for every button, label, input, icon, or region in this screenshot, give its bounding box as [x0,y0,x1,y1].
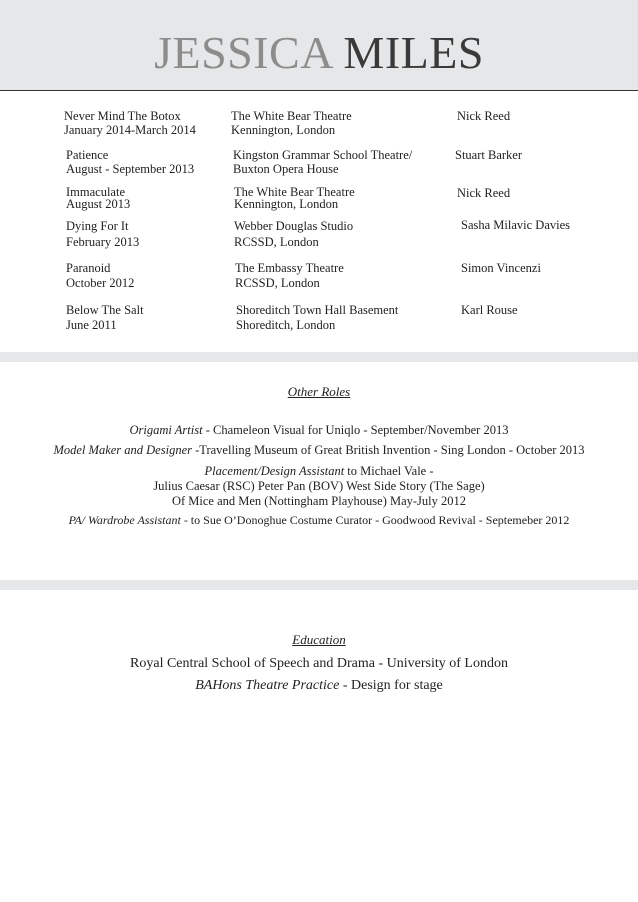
credit-director: Nick Reed [457,186,511,200]
role-line [0,443,638,458]
credit-venue: The White Bear Theatre [234,185,355,199]
page-title [0,27,638,78]
education-institution: Royal Central School of Speech and Drama - University of London [130,656,508,671]
role-detail: - Chameleon Visual for Uniqlo - September/November 2013 [202,423,509,437]
credit-title: Never Mind The Botox [64,109,181,123]
credit-director: Nick Reed [457,109,511,123]
credit-director: Karl Rouse [461,303,518,317]
credit-venue-cell [236,303,398,333]
education-degree-detail: - Design for stage [339,678,443,693]
credit-venue: The Embassy Theatre [235,261,344,275]
credit-title-cell [64,109,196,137]
credit-title: Below The Salt [66,303,144,317]
role-title: PA/ Wardrobe Assistant [68,513,181,527]
credit-location: RCSSD, London [234,235,319,249]
credit-title-cell [66,148,194,176]
education-degree: BAHons Theatre Practice [195,678,340,693]
credit-director: Simon Vincenzi [461,261,541,275]
credit-title: Immaculate [66,185,125,199]
credit-date: January 2014-March 2014 [64,123,196,137]
credit-venue: Kingston Grammar School Theatre/ [233,148,413,162]
credit-date: August 2013 [66,197,131,211]
credit-venue: The White Bear Theatre [231,109,352,123]
credit-title: Patience [66,148,109,162]
credit-title-cell [66,261,134,291]
credit-location: RCSSD, London [235,276,320,290]
role-line [0,494,638,509]
credit-title-cell [66,218,139,250]
credit-date: August - September 2013 [66,162,195,176]
credit-location: Kennington, London [234,197,339,211]
role-line [0,464,638,479]
credit-title-cell [66,186,130,210]
section-divider [0,580,638,590]
credit-director: Stuart Barker [455,148,522,162]
last-name: MILES [343,27,484,78]
credit-location: Shoreditch, London [236,318,336,332]
role-line [0,423,638,438]
credit-title: Dying For It [66,219,129,233]
credit-venue-cell [231,109,352,137]
role-line [0,513,638,528]
section-divider [0,352,638,362]
credit-date: October 2012 [66,276,135,290]
credit-venue-cell [233,148,412,176]
education-heading: Education [292,632,346,647]
role-title: Placement/Design Assistant [204,464,345,478]
credit-venue: Webber Douglas Studio [234,219,354,233]
role-detail: - to Sue O’Donoghue Costume Curator - Goodwood Revival - Septemeber 2012 [180,513,570,527]
credit-venue: Shoreditch Town Hall Basement [236,303,399,317]
credit-title: Paranoid [66,261,111,275]
role-line [0,479,638,494]
credit-date: February 2013 [66,235,140,249]
role-title: Model Maker and Designer [53,443,192,457]
first-name: JESSICA [154,27,332,78]
credit-director: Sasha Milavic Davies [461,218,571,232]
role-title: Origami Artist [129,423,203,437]
education-degree-line [0,678,638,694]
credit-location: Buxton Opera House [233,162,339,176]
credit-title-cell [66,303,144,333]
role-detail: -Travelling Museum of Great British Invention - Sing London - October 2013 [191,443,585,457]
role-detail: Julius Caesar (RSC) Peter Pan (BOV) West Side Story (The Sage) [153,479,485,493]
credit-location: Kennington, London [231,123,336,137]
other-roles-heading: Other Roles [287,384,351,399]
credit-venue-cell [234,218,353,250]
credit-date: June 2011 [66,318,117,332]
credit-venue-cell [234,186,355,210]
role-detail: to Michael Vale - [344,464,434,478]
credit-venue-cell [235,261,344,291]
role-detail: Of Mice and Men (Nottingham Playhouse) May-July 2012 [171,494,467,508]
